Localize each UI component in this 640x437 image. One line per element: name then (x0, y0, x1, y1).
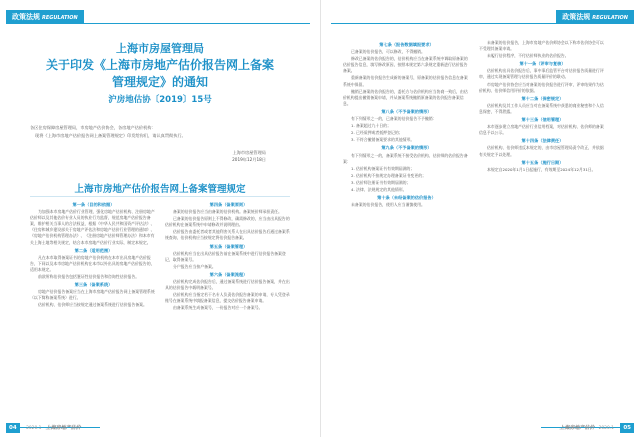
article-heading: 第一条（目的和依据） (72, 202, 115, 207)
issue-date: 2020.1 (598, 426, 614, 431)
notice-title-line2: 管理规定》的通知 (111, 75, 208, 89)
recipients: 各区住房保障房屋管理局，市房地产估价协会，各房地产估价机构： (30, 125, 156, 130)
signature-date: 2019年12月18日 (232, 157, 266, 162)
article-paragraph: 估价报告由委托者或者其他利害关系人在出具估价报告后通过备案系统查询，估价机构应当按规定将估价报告备案。 (165, 229, 290, 241)
right-column-2 (479, 40, 606, 174)
article-paragraph: 估价机构、估价师违反本规定的，由市房屋管理局责令改正，并依据有关规定予以处理。 (479, 145, 604, 157)
article-paragraph: 市房地产估价协会应当对备案的估价报告进行评审，评审结果作为估价机构、估价师信用评价的依据。 (479, 81, 604, 93)
regulation-title: 上海市房地产估价报告网上备案管理规定 (74, 184, 246, 195)
article-paragraph: 撤销已备案的估价报告的，委托方与估价机构应当协商一致后，由估价机构提出撤销备案申请，并从备案系统撤销原备案的估价报告备案信息。 (343, 88, 468, 106)
article-heading: 第四条（备案原则） (209, 202, 248, 207)
article-paragraph: 4. 法律、法规规定的其他情形。 (351, 186, 407, 192)
article-heading: 第十一条（评审与复核） (519, 61, 566, 67)
article-paragraph: 已备案的估价报告，可以修改，不得撤销。 (351, 49, 425, 55)
article-heading: 第三条（备案系统） (74, 282, 113, 288)
section-tab: 政策法规 REGULATION (6, 10, 84, 24)
issuing-org-title: 上海市房屋管理局 (116, 42, 204, 55)
article-paragraph: 已备案的估价报告原则上不得修改，确需修改的，应当由出具报告的估价机构在备案系统中申请修改并说明理由。 (165, 216, 290, 228)
article-heading: 第五条（备案管理） (209, 243, 248, 249)
article-heading: 第十条（未经备案的估价报告） (377, 195, 436, 201)
notice-title-line1: 关于印发《上海市房地产估价报告网上备案 (45, 58, 274, 72)
article-paragraph: 分户报告应当按户备案。 (173, 263, 216, 269)
article-heading: 第十五条（施行日期） (521, 159, 564, 165)
article-paragraph: 估价机构出具估价报告后，事中事后监管平台对估价报告质量进行评审，通过实现备案管理与估价报告质量评价的联动。 (479, 68, 604, 80)
article-paragraph: 有下列情形之一的，备案系统不接受估价机构、估价师的估价报告备案： (343, 152, 468, 164)
article-paragraph: 为加强本市房地产估价行业管理，强化房地产估价机构、注册房地产估价师以及其他估价专业人员的执业行为监督，规范房地产估价报告备案，维护相关当事人的合法权益，根据《中华人民共和国资产评估法》、《住房和城乡建设部关于房地产评估法和房地产估价行业管理的通知》、《房地产估价机构管理办法》、《注册房地产估价师管理办法》和本市有关上海土地等相关规定，结合本市房地产估价行业实际，制定本规定。 (30, 209, 155, 245)
left-column-2 (165, 200, 292, 313)
article-paragraph: 1. 备案超过九十日的； (351, 123, 391, 129)
footer (559, 423, 634, 433)
article-paragraph: 估价机构应当在出具估价报告前在备案系统中进行估价报告备案登记，取得备案号。 (165, 250, 286, 262)
article-paragraph: 前款所称估价报告包括鉴证性估价报告和咨询性估价报告。 (38, 274, 140, 280)
article-heading: 第十三条（信用管理） (521, 117, 564, 123)
page-number: 05 (620, 423, 634, 433)
article-paragraph: 房地产估价报告备案应当在上海市房地产估价报告网上备案管理系统（以下简称备案系统）进行。 (30, 289, 155, 301)
article-paragraph: 3. 估价师注册证书有效期届满的； (351, 179, 411, 185)
article-heading: 第九条（不予备案的情形） (381, 145, 432, 151)
article-heading: 第六条（备案流程） (209, 271, 248, 277)
article-paragraph: 本规定自2020年1月1日起施行，有效期至2024年12月31日。 (487, 166, 596, 172)
article-paragraph: 凡在本市取得备案证书的房地产估价机构在本市出具房地产估价报告，下同以及本市房地产估价机构在本市以外出具的房地产估价报告的，适用本规定。 (30, 254, 155, 272)
article-paragraph: 未备案的估价报告，使用人应当谨慎使用。 (351, 202, 425, 208)
publication-name: 上海房地产估价 (559, 425, 595, 431)
article-heading: 第十四条（法律责任） (521, 138, 564, 144)
issue-date: 2020.1 (26, 426, 42, 431)
article-paragraph: 2. 估价机构不按规定办理备案证书变更的； (351, 172, 426, 178)
article-paragraph: 3. 不符合撤销备案要求的其他情形。 (351, 137, 415, 143)
notice-body: 现将《上海市房地产估价报告网上备案管理规定》印发给你们，请认真贯彻执行。 (35, 133, 186, 138)
right-column-1 (343, 40, 470, 209)
signature-org: 上海市房屋管理局 (232, 150, 266, 155)
article-paragraph: 1. 估价机构备案证书有效期届满的； (351, 165, 415, 171)
page-number: 04 (6, 423, 20, 433)
article-heading: 第八条（不予备案的情形） (381, 108, 432, 114)
left-column-1 (30, 200, 157, 310)
article-paragraph: 重新备案的估价报告生成新的备案号，原备案的估价报告信息在备案系统中保留。 (343, 75, 468, 87)
article-paragraph: 修改已备案的估价报告的，估价机构应当在备案系统中调取原备案的估价报告信息，填写修改原因，按照本规定第六条规定重新进行估价报告备案。 (343, 56, 468, 74)
article-paragraph: 未履行估价程序，不付估价师执业的估价报告。 (487, 53, 569, 59)
document-number: 沪房地估协〔2019〕15号 (108, 95, 212, 105)
article-paragraph: 未备案的估价报告，上海市房地产估价师协会以下称市估价协会可以不受理其备案申请。 (479, 40, 604, 52)
article-paragraph: 估价机构应当指定若干名专人负责估价报告备案的申请，专人凭登录账号在备案系统中填报备案信息，提交估价报告备案申请。 (165, 292, 290, 304)
section-tab: 政策法规 REGULATION (556, 10, 634, 24)
footer (6, 423, 81, 433)
article-paragraph: 备案的估价报告应当由备案的估价机构。备案统价师承担责任。 (173, 209, 282, 215)
publication-name: 上海房地产估价 (45, 425, 81, 431)
article-paragraph: 由备案系统生成备案号，一份报告对应一个备案号。 (173, 305, 263, 311)
article-heading: 第七条（报告数据填报要求） (379, 42, 434, 47)
title-divider (30, 196, 290, 197)
article-heading: 第二条（适用范围） (74, 247, 113, 253)
section-rule (331, 23, 634, 24)
article-paragraph: 估价机构、估价师应当按规定通过备案系统进行估价报告备案。 (38, 302, 147, 308)
right-page (320, 0, 640, 437)
article-paragraph: 本市逐步建立房地产估价行业信用档案，对估价机构、估价师的备案信息予以公示。 (479, 124, 604, 136)
article-paragraph: 估价机构完成估价报告后，通过备案系统进行估价报告备案，并在出具的估价报告中载明备案号。 (165, 279, 290, 291)
article-paragraph: 有下列情形之一的，已备案的估价报告不予撤销： (351, 116, 437, 122)
section-rule (6, 23, 310, 24)
article-heading: 第十二条（保密规定） (521, 95, 564, 101)
article-paragraph: 估价机构及其工作人员应当对在备案系统中获悉的商业秘密和个人信息保密，不得泄露。 (479, 102, 604, 114)
article-paragraph: 2. 已经质押或者抵押登记的； (351, 130, 403, 136)
